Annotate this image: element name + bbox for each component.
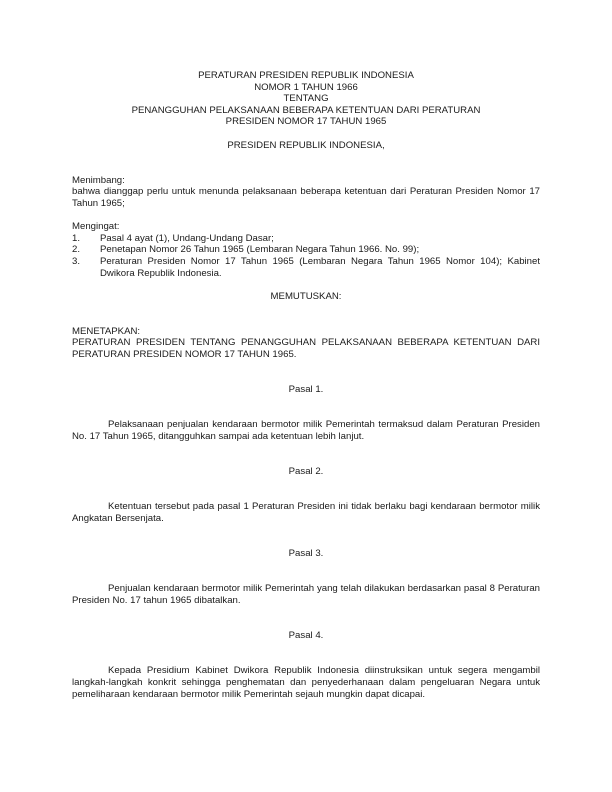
menimbang-label: Menimbang:: [72, 174, 125, 186]
pasal-1-title: Pasal 1.: [288, 384, 324, 396]
item-number: 3.: [72, 255, 81, 267]
title-line: PRESIDEN NOMOR 17 TAHUN 1965: [225, 116, 387, 128]
mengingat-item: [72, 233, 540, 245]
pasal-2-title: Pasal 2.: [288, 466, 324, 478]
menimbang-text: bahwa dianggap perlu untuk menunda pelaksanaan beberapa ketentuan dari Peraturan Presiden Nomor 17 Tahun 1965;: [72, 186, 540, 209]
pasal-3-title: Pasal 3.: [288, 548, 324, 560]
item-text: Penetapan Nomor 26 Tahun 1965 (Lembaran Negara Tahun 1966. No. 99);: [100, 244, 420, 256]
item-text: Pasal 4 ayat (1), Undang-Undang Dasar;: [100, 232, 274, 244]
item-number: 2.: [72, 244, 81, 256]
document-page: [72, 70, 540, 700]
item-text: Peraturan Presiden Nomor 17 Tahun 1965 (Lembaran Negara Tahun 1965 Nomor 104); Kabinet Dwikora Republik Indonesia.: [100, 255, 540, 279]
title-line: TENTANG: [283, 93, 329, 105]
item-number: 1.: [72, 232, 81, 244]
title-line: PERATURAN PRESIDEN REPUBLIK INDONESIA: [198, 70, 414, 81]
pasal-4-text: Kepada Presidium Kabinet Dwikora Republik Indonesia diinstruksikan untuk segera mengambil langkah-langkah konkrit sehingga penghematan dan penyederhanaan dalam pengeluaran Negara untuk pemeliharaan kendaraan bermotor milik Pemerintah sejauh mungkin dapat dicapai.: [72, 665, 540, 700]
pasal-3-text: Penjualan kendaraan bermotor milik Pemerintah yang telah dilakukan berdasarkan pasal 8 Peraturan Presiden No. 17 tahun 1965 dibatalkan.: [72, 583, 540, 606]
title-line: NOMOR 1 TAHUN 1966: [254, 81, 358, 93]
menetapkan-text: PERATURAN PRESIDEN TENTANG PENANGGUHAN PELAKSANAAN BEBERAPA KETENTUAN DARI PERATURAN PRESIDEN NOMOR 17 TAHUN 1965.: [72, 337, 540, 361]
pasal-2-text: Ketentuan tersebut pada pasal 1 Peraturan Presiden ini tidak berlaku bagi kendaraan bermotor milik Angkatan Bersenjata.: [72, 501, 540, 524]
memutuskan-heading: MEMUTUSKAN:: [270, 290, 342, 302]
mengingat-item: [72, 256, 540, 279]
menetapkan-label: MENETAPKAN:: [72, 325, 141, 337]
issuer-line: PRESIDEN REPUBLIK INDONESIA,: [227, 139, 385, 151]
mengingat-label: Mengingat:: [72, 221, 120, 233]
mengingat-item: [72, 244, 540, 256]
pasal-1-text: Pelaksanaan penjualan kendaraan bermotor milik Pemerintah termaksud dalam Peraturan Presiden No. 17 Tahun 1965, ditangguhkan sampai ada ketentuan lebih lanjut.: [72, 419, 540, 443]
document-title: [72, 70, 540, 128]
pasal-4-title: Pasal 4.: [288, 630, 324, 642]
title-line: PENANGGUHAN PELAKSANAAN BEBERAPA KETENTUAN DARI PERATURAN: [131, 104, 481, 116]
